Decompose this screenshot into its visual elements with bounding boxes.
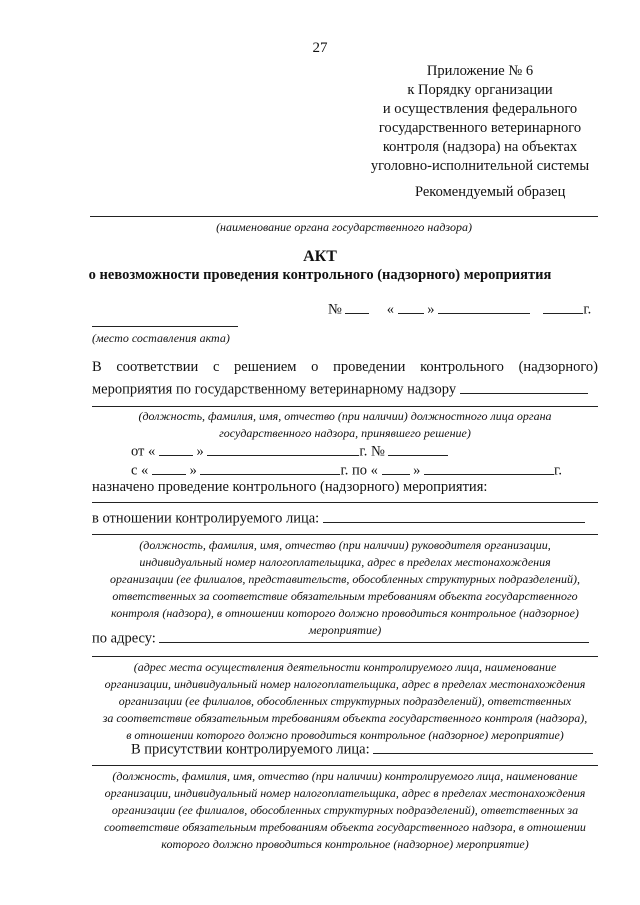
head-caption (88, 537, 602, 639)
controlled-person-label: в отношении контролируемого лица: (92, 510, 320, 527)
caption-line: соответствие обязательным требованиям объекта государственного надзора, в отношении (104, 820, 586, 834)
decision-line-2 (92, 378, 588, 399)
caption-line: организации, индивидуальный номер налогоплательщика, адрес в пределах местонахождения (104, 786, 586, 800)
document-subtitle: о невозможности проведения контрольного (надзорного) мероприятия (88, 267, 552, 283)
period-line (131, 459, 562, 480)
caption-line: (должность, фамилия, имя, отчество (при наличии) контролируемого лица, наименование (112, 769, 578, 783)
decision-text: мероприятия по государственному ветеринарному надзору (92, 381, 457, 398)
caption-line: за соответствие обязательным требованиям объекта государственного контроля (надзора), (102, 711, 588, 725)
caption-line: (должность, фамилия, имя, отчество (при наличии) должностного лица органа (138, 409, 552, 423)
place-line (92, 326, 238, 327)
from-month-blank (207, 440, 359, 456)
recommended-sample: Рекомендуемый образец (415, 184, 566, 200)
document-title: АКТ (303, 248, 337, 265)
authority-caption: (наименование органа государственного надзора) (216, 220, 472, 234)
appendix-line: контроля (надзора) на объектах (382, 139, 578, 155)
appendix-line: Приложение № 6 (426, 63, 534, 79)
period-year2: г. (554, 462, 562, 479)
caption-line: которого должно проводиться контрольное (надзорное) мероприятие) (161, 837, 529, 851)
decision-line-1: В соответствии с решением о проведении контрольного (надзорного) (92, 359, 598, 375)
caption-line: организации (ее филиалов, представительств, обособленных структурных подразделений), (110, 572, 580, 586)
period-close: » (189, 462, 197, 479)
scheduled-label: назначено проведение контрольного (надзорного) мероприятия: (92, 479, 488, 495)
page-number: 27 (312, 40, 328, 56)
authority-name-line (90, 216, 598, 217)
period-day-blank (152, 459, 186, 475)
from-day-blank (159, 440, 193, 456)
period-year: г. по « (340, 462, 378, 479)
period-close2: » (413, 462, 421, 479)
scheduled-line (92, 502, 598, 503)
from-close: » (196, 443, 204, 460)
quote-open: « (386, 301, 394, 318)
caption-line: государственного надзора, принявшего решение) (219, 426, 471, 440)
period-month2-blank (424, 459, 554, 475)
caption-line: ответственных за соответствие обязательным требованиям объекта государственного (112, 589, 578, 603)
from-year: г. № (359, 443, 385, 460)
caption-line: мероприятие) (308, 623, 382, 637)
controlled-person-blank (323, 507, 585, 523)
from-prefix: от « (131, 443, 156, 460)
decision-blank (460, 378, 588, 394)
quote-close: » (427, 301, 435, 318)
presence-label: В присутствии контролируемого лица: (131, 741, 370, 758)
period-day2-blank (382, 459, 410, 475)
presence-row (131, 738, 593, 759)
act-number-blank (345, 298, 369, 314)
year-blank (543, 298, 583, 314)
address-label: по адресу: (92, 630, 156, 647)
caption-line: организации (ее филиалов, обособленных структурных подразделений), ответственных за (111, 803, 579, 817)
month-blank (438, 298, 530, 314)
caption-line: организации (ее филиалов, обособленных структурных подразделений), ответственных (118, 694, 572, 708)
caption-line: контроля (надзора), в отношении которого должно проводиться контрольное (надзорное) (111, 606, 579, 620)
presence-blank (373, 738, 593, 754)
presence-line (92, 765, 598, 766)
number-sign: № (328, 301, 342, 318)
place-caption: (место составления акта) (92, 331, 230, 345)
appendix-line: уголовно-исполнительной системы (370, 158, 590, 174)
from-number-blank (388, 440, 448, 456)
caption-line: в отношении которого должно проводиться контрольное (надзорное) мероприятие) (126, 728, 564, 742)
caption-line: индивидуальный номер налогоплательщика, адрес в пределах местонахождения (139, 555, 551, 569)
appendix-line: государственного ветеринарного (378, 120, 582, 136)
act-number-line (328, 298, 591, 319)
head-line (92, 534, 598, 535)
period-prefix: с « (131, 462, 149, 479)
official-line (92, 406, 598, 407)
from-line (131, 440, 448, 461)
official-caption (92, 408, 598, 442)
address-caption (86, 659, 604, 744)
year-suffix: г. (583, 301, 592, 318)
caption-line: (должность, фамилия, имя, отчество (при наличии) руководителя организации, (139, 538, 551, 552)
address-row (92, 627, 589, 648)
controlled-person-row (92, 507, 585, 528)
appendix-line: и осуществления федерального (382, 101, 578, 117)
period-month-blank (200, 459, 340, 475)
presence-caption (86, 768, 604, 853)
appendix-header (360, 62, 600, 176)
appendix-line: к Порядку организации (407, 82, 553, 98)
address-line (92, 656, 598, 657)
address-blank (159, 627, 589, 643)
caption-line: (адрес места осуществления деятельности контролируемого лица, наименование (133, 660, 557, 674)
day-blank (398, 298, 424, 314)
caption-line: организации, индивидуальный номер налогоплательщика, адрес в пределах местонахождения (104, 677, 586, 691)
